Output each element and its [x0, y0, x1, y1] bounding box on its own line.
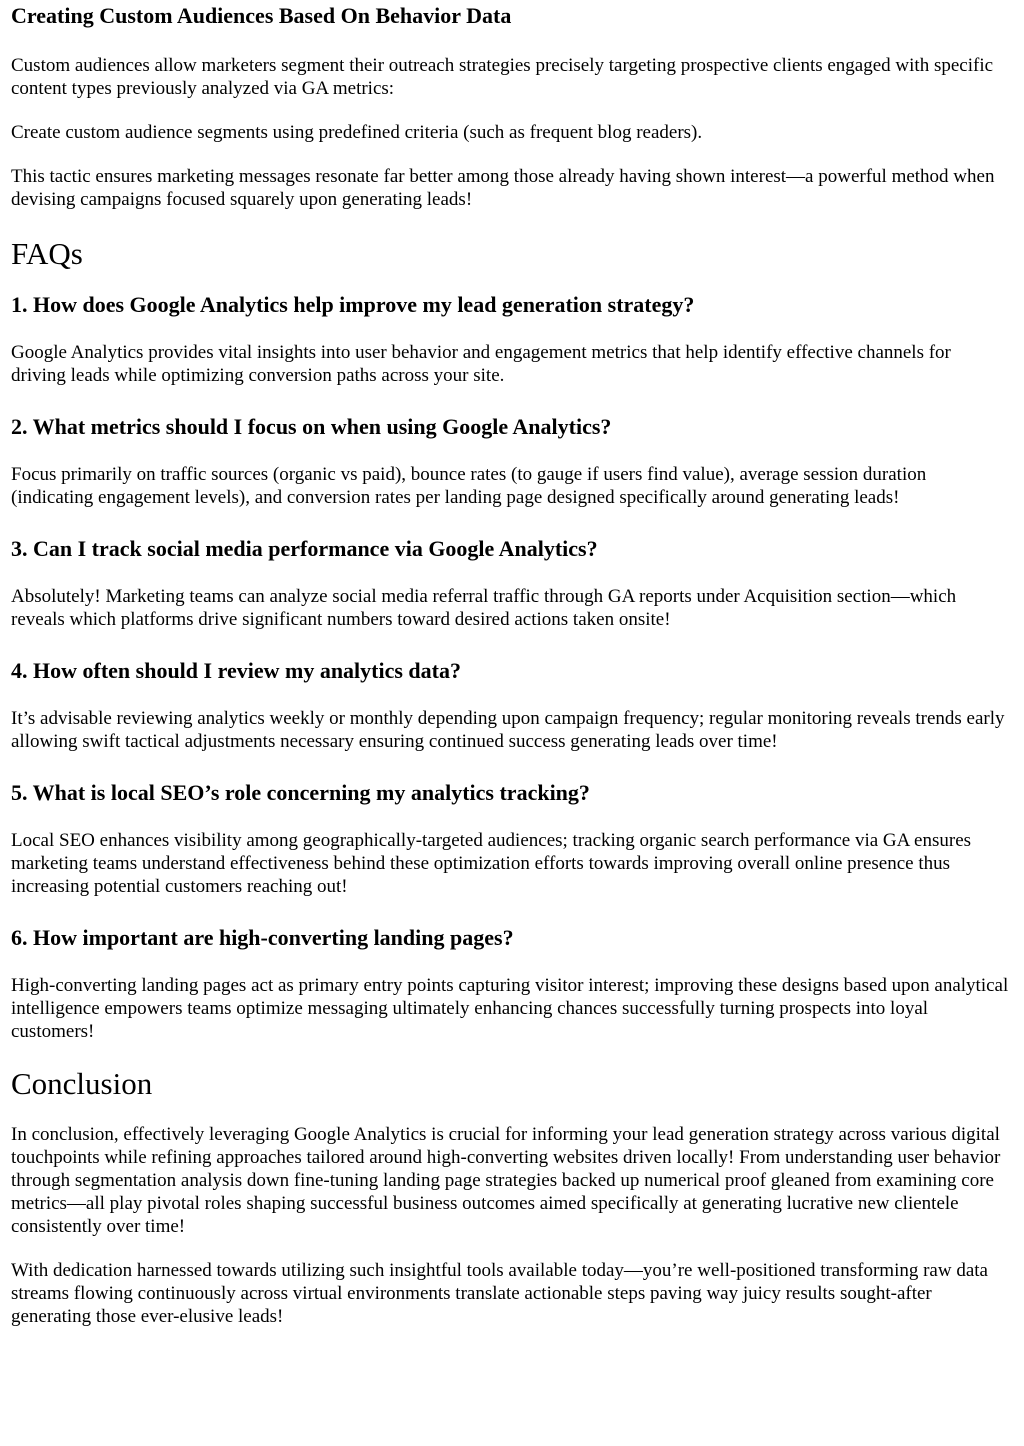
faq-answer-1: Google Analytics provides vital insights into user behavior and engagement metrics that help identify effective channels for driving leads while optimizing conversion paths across your site. — [11, 342, 951, 386]
faq-answer-6: High-converting landing pages act as primary entry points capturing visitor interest; improving these designs based upon analytical intelligence empowers teams optimize messaging ultimately enhancing chances successfully turning prospects into loyal customers! — [11, 975, 1009, 1042]
conclusion-paragraph-1: In conclusion, effectively leveraging Google Analytics is crucial for informing your lead generation strategy across various digital touchpoints while refining approaches tailored around high-converting websites driven locally! From understanding user behavior through segmentation analysis down fine-tuning landing page strategies backed up numerical proof gleaned from examining core metrics—all play pivotal roles shaping successful business outcomes aimed specifically at generating lucrative new clientele consistently over time! — [11, 1124, 1001, 1237]
faq-question-1: 1. How does Google Analytics help improve my lead generation strategy? — [11, 292, 695, 317]
faq-answer-5: Local SEO enhances visibility among geographically-targeted audiences; tracking organic search performance via GA ensures marketing teams understand effectiveness behind these optimization efforts towards improving overall online presence thus increasing potential customers reaching out! — [11, 830, 972, 897]
faqs-heading: FAQs — [11, 236, 83, 271]
conclusion-paragraph-2: With dedication harnessed towards utilizing such insightful tools available today—you’re well-positioned transforming raw data streams flowing continuously across virtual environments translate actionable steps paving way juicy results sought-after generating those ever-elusive leads! — [11, 1260, 988, 1327]
conclusion-heading: Conclusion — [11, 1066, 153, 1101]
faq-question-2: 2. What metrics should I focus on when using Google Analytics? — [11, 414, 612, 439]
faq-question-6: 6. How important are high-converting landing pages? — [11, 925, 514, 950]
faq-question-4: 4. How often should I review my analytics data? — [11, 658, 461, 683]
faq-answer-4: It’s advisable reviewing analytics weekly or monthly depending upon campaign frequency; regular monitoring reveals trends early allowing swift tactical adjustments necessary ensuring continued success generating leads over time! — [11, 708, 1005, 752]
faq-question-5: 5. What is local SEO’s role concerning my analytics tracking? — [11, 780, 590, 805]
faq-answer-3: Absolutely! Marketing teams can analyze social media referral traffic through GA reports under Acquisition section—which reveals which platforms drive significant numbers toward desired actions taken onsite! — [11, 586, 957, 630]
behavior-section-heading: Creating Custom Audiences Based On Behavior Data — [11, 3, 512, 28]
faq-question-3: 3. Can I track social media performance via Google Analytics? — [11, 536, 598, 561]
behavior-paragraph-2: Create custom audience segments using predefined criteria (such as frequent blog readers). — [11, 122, 703, 143]
behavior-paragraph-3: This tactic ensures marketing messages resonate far better among those already having shown interest—a powerful method when devising campaigns focused squarely upon generating leads! — [11, 166, 995, 210]
faq-answer-2: Focus primarily on traffic sources (organic vs paid), bounce rates (to gauge if users find value), average session duration (indicating engagement levels), and conversion rates per landing page designed specifically around generating leads! — [11, 464, 927, 508]
behavior-paragraph-1: Custom audiences allow marketers segment their outreach strategies precisely targeting prospective clients engaged with specific content types previously analyzed via GA metrics: — [11, 55, 994, 99]
